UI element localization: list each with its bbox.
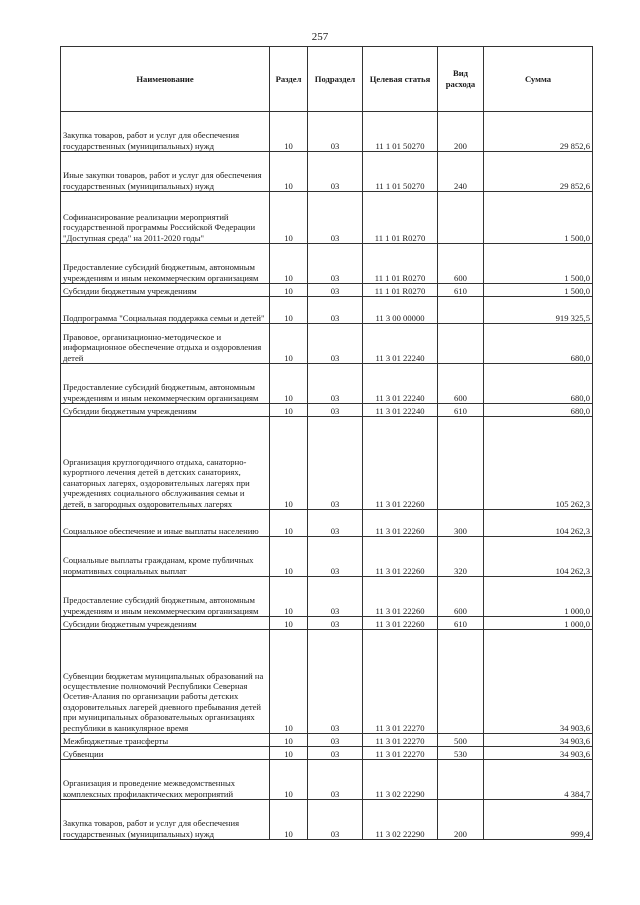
cell-type: 500 xyxy=(438,734,484,747)
cell-name: Субсидии бюджетным учреждениям xyxy=(61,617,270,630)
cell-target: 11 1 01 50270 xyxy=(363,152,438,192)
cell-name: Правовое, организационно-методическое и информационное обеспечение отдыха и оздоровления детей xyxy=(61,324,270,364)
table-row xyxy=(61,577,593,617)
cell-type xyxy=(438,324,484,364)
cell-subsection: 03 xyxy=(308,617,363,630)
table-row xyxy=(61,244,593,284)
cell-amount: 680,0 xyxy=(484,324,593,364)
cell-amount: 919 325,5 xyxy=(484,297,593,324)
cell-type: 200 xyxy=(438,800,484,840)
cell-section: 10 xyxy=(270,284,308,297)
header-section: Раздел xyxy=(270,47,308,112)
cell-target: 11 1 01 R0270 xyxy=(363,284,438,297)
table-row xyxy=(61,417,593,510)
cell-type: 320 xyxy=(438,537,484,577)
cell-subsection: 03 xyxy=(308,297,363,324)
budget-table xyxy=(60,46,593,840)
cell-section: 10 xyxy=(270,297,308,324)
cell-subsection: 03 xyxy=(308,760,363,800)
cell-section: 10 xyxy=(270,734,308,747)
table-row xyxy=(61,537,593,577)
cell-target: 11 1 01 R0270 xyxy=(363,244,438,284)
cell-section: 10 xyxy=(270,617,308,630)
cell-type: 610 xyxy=(438,404,484,417)
cell-target: 11 3 00 00000 xyxy=(363,297,438,324)
cell-name: Подпрограмма "Социальная поддержка семьи и детей" xyxy=(61,297,270,324)
cell-name: Предоставление субсидий бюджетным, автономным учреждениям и иным некоммерческим организациям xyxy=(61,244,270,284)
cell-name: Софинансирование реализации мероприятий государственной программы Российской Федерации "Доступная среда" на 2011-2020 годы" xyxy=(61,192,270,244)
cell-amount: 29 852,6 xyxy=(484,112,593,152)
table-row xyxy=(61,630,593,734)
table-row xyxy=(61,152,593,192)
cell-type: 610 xyxy=(438,617,484,630)
cell-amount: 999,4 xyxy=(484,800,593,840)
cell-subsection: 03 xyxy=(308,417,363,510)
cell-subsection: 03 xyxy=(308,404,363,417)
cell-type: 600 xyxy=(438,244,484,284)
cell-type: 530 xyxy=(438,747,484,760)
cell-target: 11 3 01 22260 xyxy=(363,510,438,537)
table-row xyxy=(61,192,593,244)
cell-name: Субвенции бюджетам муниципальных образований на осуществление полномочий Республики Северная Осетия-Алания по организации работы детских оздоровительных лагерей дневного пребывания детей при муниципальных образовательных организациях республики в каникулярное время xyxy=(61,630,270,734)
header-name: Наименование xyxy=(61,47,270,112)
cell-subsection: 03 xyxy=(308,364,363,404)
cell-type xyxy=(438,192,484,244)
cell-type xyxy=(438,417,484,510)
cell-amount: 104 262,3 xyxy=(484,537,593,577)
cell-name: Субсидии бюджетным учреждениям xyxy=(61,284,270,297)
table-row xyxy=(61,297,593,324)
cell-type xyxy=(438,630,484,734)
cell-amount: 680,0 xyxy=(484,364,593,404)
cell-subsection: 03 xyxy=(308,192,363,244)
cell-name: Социальные выплаты гражданам, кроме публичных нормативных социальных выплат xyxy=(61,537,270,577)
cell-amount: 34 903,6 xyxy=(484,747,593,760)
cell-type xyxy=(438,297,484,324)
cell-type: 600 xyxy=(438,577,484,617)
cell-amount: 4 384,7 xyxy=(484,760,593,800)
cell-section: 10 xyxy=(270,577,308,617)
cell-amount: 1 500,0 xyxy=(484,244,593,284)
header-amount: Сумма xyxy=(484,47,593,112)
cell-section: 10 xyxy=(270,152,308,192)
cell-type: 300 xyxy=(438,510,484,537)
cell-section: 10 xyxy=(270,760,308,800)
header-type: Вид расхода xyxy=(438,47,484,112)
cell-subsection: 03 xyxy=(308,112,363,152)
table-row xyxy=(61,510,593,537)
cell-target: 11 1 01 R0270 xyxy=(363,192,438,244)
table-row xyxy=(61,734,593,747)
cell-section: 10 xyxy=(270,417,308,510)
cell-name: Предоставление субсидий бюджетным, автономным учреждениям и иным некоммерческим организациям xyxy=(61,577,270,617)
cell-section: 10 xyxy=(270,244,308,284)
cell-target: 11 1 01 50270 xyxy=(363,112,438,152)
table-header-row xyxy=(61,47,593,112)
cell-section: 10 xyxy=(270,364,308,404)
table-row xyxy=(61,364,593,404)
cell-subsection: 03 xyxy=(308,734,363,747)
table-row xyxy=(61,747,593,760)
cell-section: 10 xyxy=(270,630,308,734)
table-row xyxy=(61,324,593,364)
cell-target: 11 3 01 22270 xyxy=(363,747,438,760)
header-target: Целевая статья xyxy=(363,47,438,112)
cell-amount: 1 000,0 xyxy=(484,577,593,617)
cell-subsection: 03 xyxy=(308,630,363,734)
cell-section: 10 xyxy=(270,404,308,417)
cell-amount: 34 903,6 xyxy=(484,734,593,747)
cell-section: 10 xyxy=(270,112,308,152)
cell-name: Иные закупки товаров, работ и услуг для обеспечения государственных (муниципальных) нужд xyxy=(61,152,270,192)
cell-section: 10 xyxy=(270,324,308,364)
cell-subsection: 03 xyxy=(308,800,363,840)
cell-amount: 1 500,0 xyxy=(484,284,593,297)
table-row xyxy=(61,800,593,840)
cell-subsection: 03 xyxy=(308,284,363,297)
cell-type: 600 xyxy=(438,364,484,404)
cell-target: 11 3 01 22270 xyxy=(363,734,438,747)
cell-type xyxy=(438,760,484,800)
cell-section: 10 xyxy=(270,537,308,577)
cell-type: 610 xyxy=(438,284,484,297)
cell-subsection: 03 xyxy=(308,537,363,577)
cell-amount: 29 852,6 xyxy=(484,152,593,192)
cell-subsection: 03 xyxy=(308,747,363,760)
cell-name: Субвенции xyxy=(61,747,270,760)
cell-subsection: 03 xyxy=(308,324,363,364)
cell-name: Межбюджетные трансферты xyxy=(61,734,270,747)
cell-target: 11 3 02 22290 xyxy=(363,800,438,840)
cell-name: Организация и проведение межведомственных комплексных профилактических мероприятий xyxy=(61,760,270,800)
cell-subsection: 03 xyxy=(308,577,363,617)
table-body xyxy=(61,112,593,840)
cell-section: 10 xyxy=(270,747,308,760)
cell-amount: 680,0 xyxy=(484,404,593,417)
cell-target: 11 3 01 22270 xyxy=(363,630,438,734)
cell-name: Социальное обеспечение и иные выплаты населению xyxy=(61,510,270,537)
cell-name: Предоставление субсидий бюджетным, автономным учреждениям и иным некоммерческим организациям xyxy=(61,364,270,404)
table-row xyxy=(61,404,593,417)
cell-section: 10 xyxy=(270,510,308,537)
cell-type: 200 xyxy=(438,112,484,152)
cell-subsection: 03 xyxy=(308,510,363,537)
cell-target: 11 3 01 22260 xyxy=(363,417,438,510)
page-number: 257 xyxy=(311,31,329,43)
cell-subsection: 03 xyxy=(308,152,363,192)
cell-amount: 1 500,0 xyxy=(484,192,593,244)
cell-target: 11 3 01 22260 xyxy=(363,537,438,577)
table-row xyxy=(61,760,593,800)
cell-target: 11 3 01 22260 xyxy=(363,617,438,630)
table-row xyxy=(61,617,593,630)
cell-name: Закупка товаров, работ и услуг для обеспечения государственных (муниципальных) нужд xyxy=(61,800,270,840)
table-row xyxy=(61,284,593,297)
cell-target: 11 3 01 22240 xyxy=(363,324,438,364)
header-subsection: Подраздел xyxy=(308,47,363,112)
cell-target: 11 3 01 22260 xyxy=(363,577,438,617)
cell-name: Субсидии бюджетным учреждениям xyxy=(61,404,270,417)
cell-type: 240 xyxy=(438,152,484,192)
cell-section: 10 xyxy=(270,800,308,840)
cell-target: 11 3 01 22240 xyxy=(363,404,438,417)
cell-subsection: 03 xyxy=(308,244,363,284)
cell-section: 10 xyxy=(270,192,308,244)
cell-amount: 105 262,3 xyxy=(484,417,593,510)
cell-target: 11 3 01 22240 xyxy=(363,364,438,404)
cell-name: Закупка товаров, работ и услуг для обеспечения государственных (муниципальных) нужд xyxy=(61,112,270,152)
cell-target: 11 3 02 22290 xyxy=(363,760,438,800)
cell-amount: 34 903,6 xyxy=(484,630,593,734)
cell-amount: 1 000,0 xyxy=(484,617,593,630)
table-row xyxy=(61,112,593,152)
cell-name: Организация круглогодичного отдыха, санаторно-курортного лечения детей в детских санаториях, санаторных лагерях, оздоровительных лагерях при учреждениях социального обслуживания семьи и детей, в загородных оздоровительных лагерях xyxy=(61,417,270,510)
cell-amount: 104 262,3 xyxy=(484,510,593,537)
